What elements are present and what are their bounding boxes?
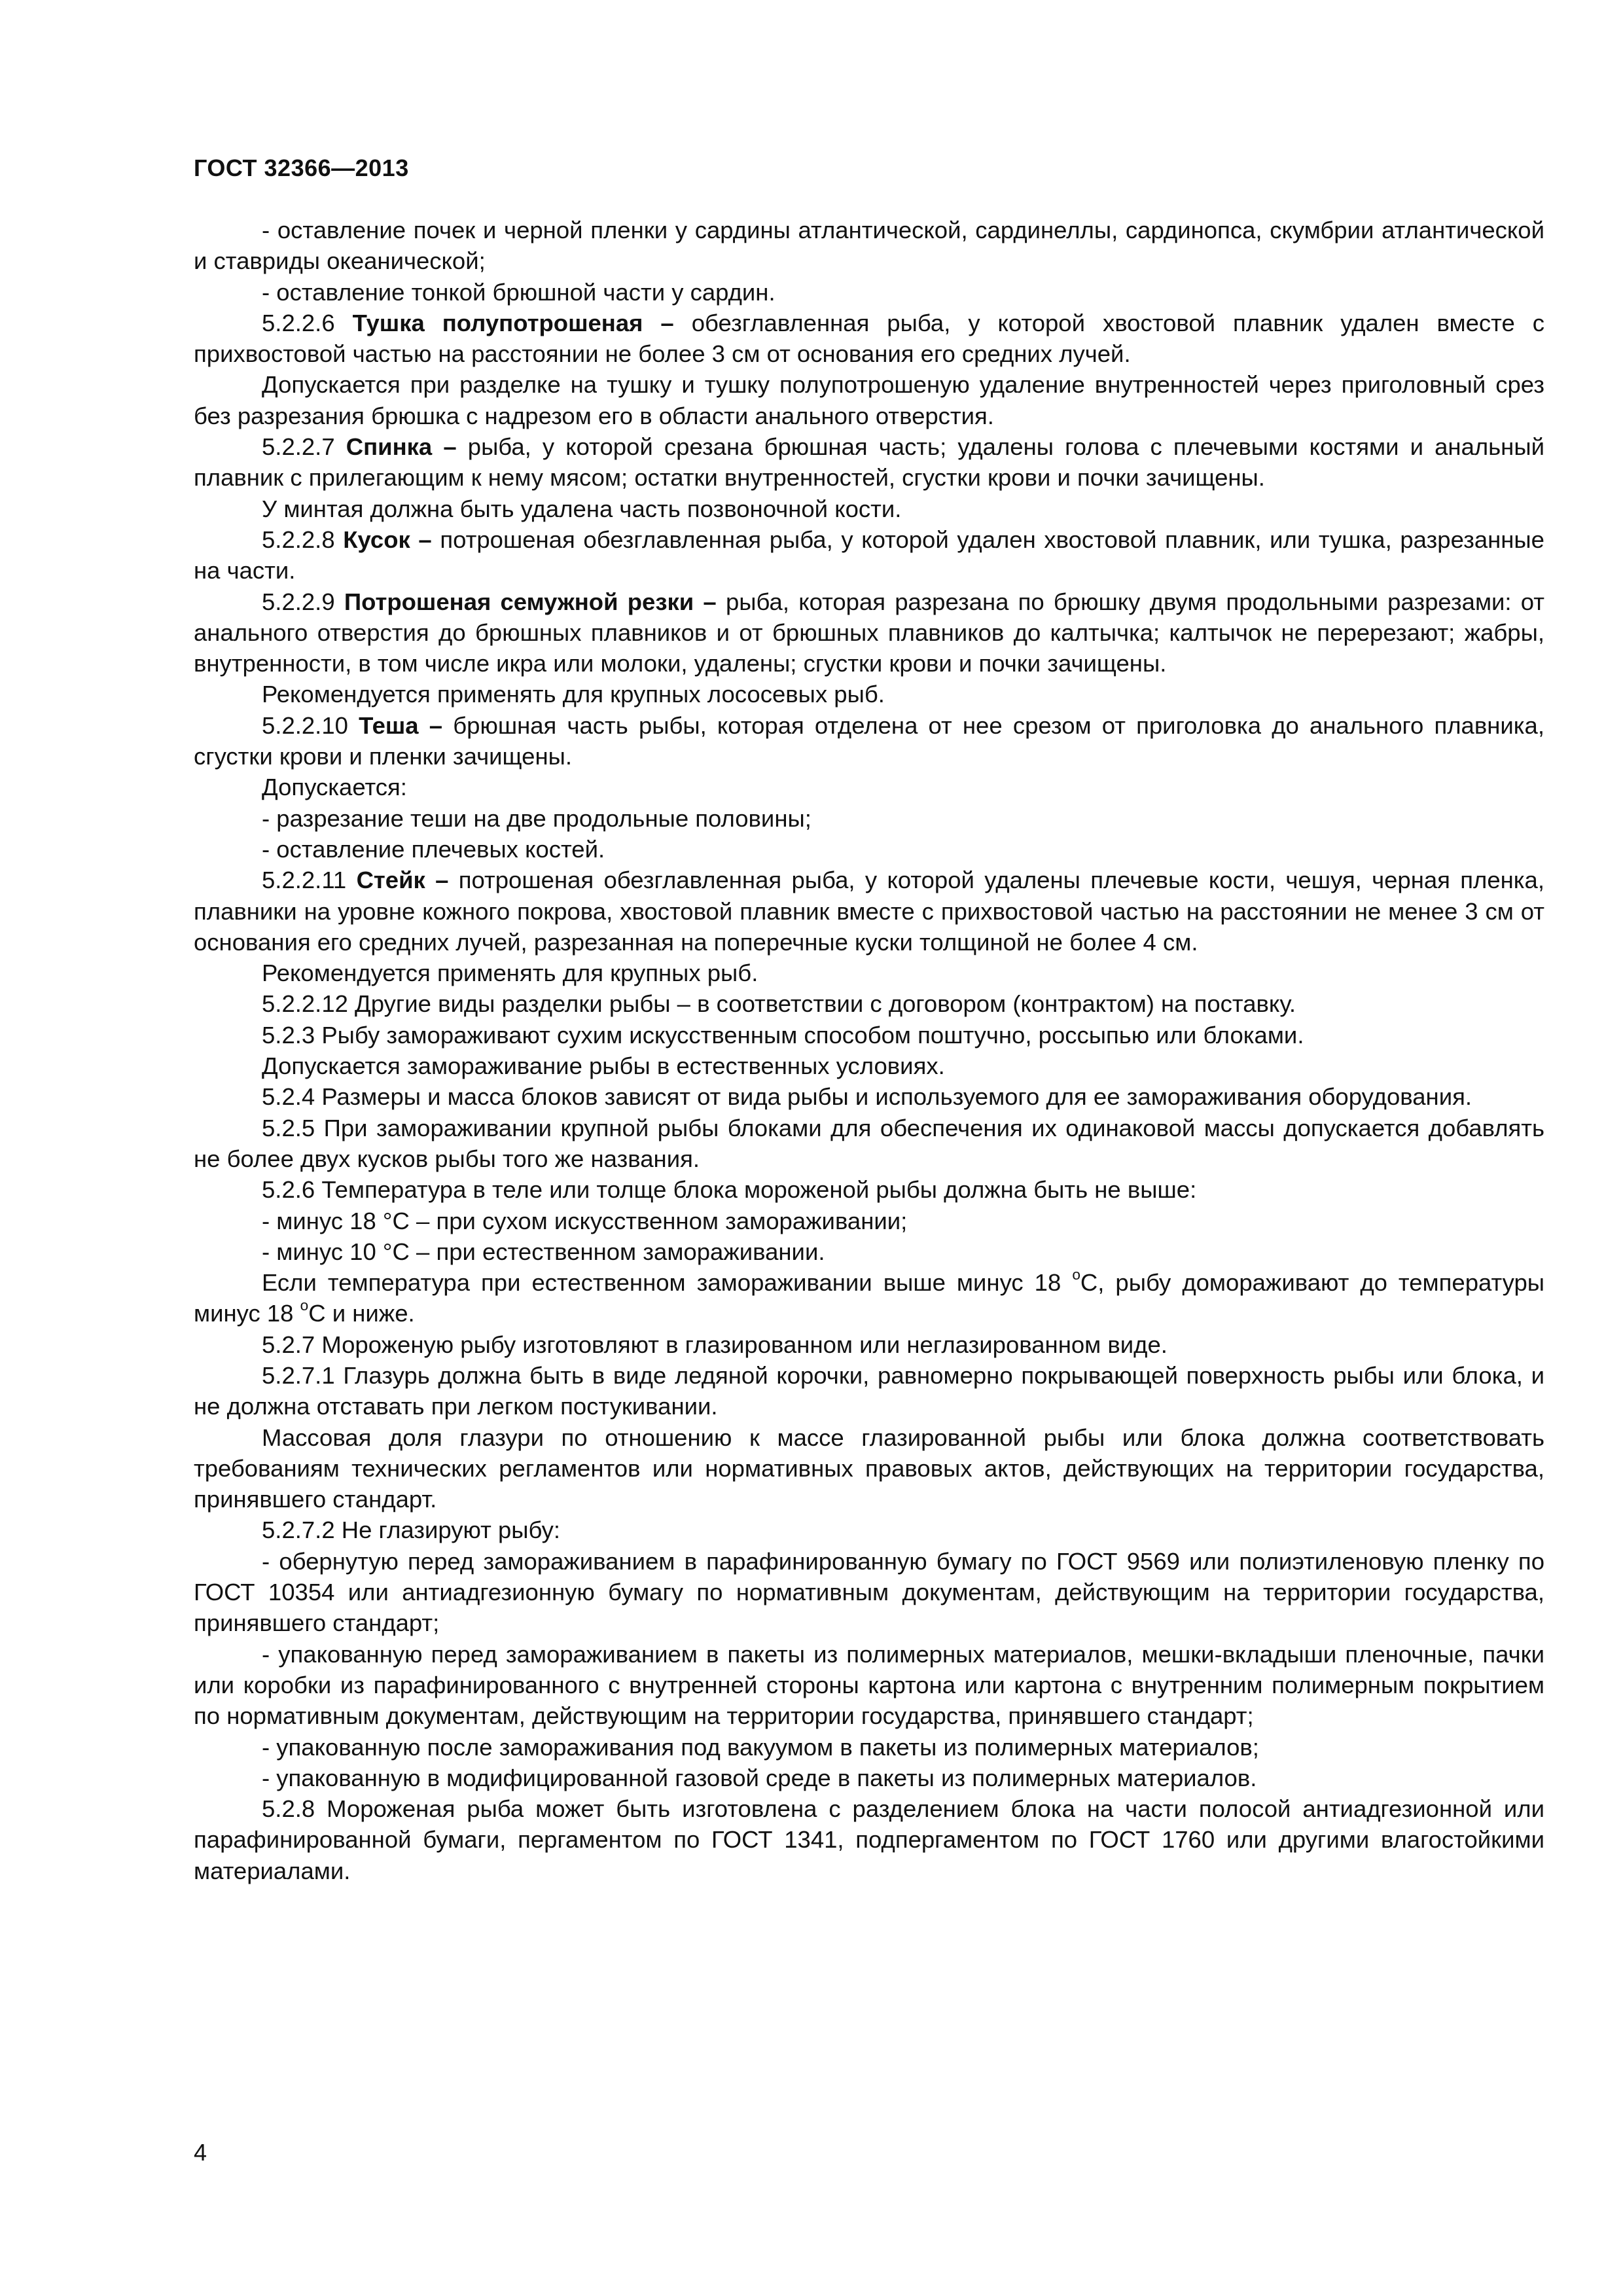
paragraph-text: - разрезание теши на две продольные половины; bbox=[262, 804, 812, 832]
paragraph-text: 5.2.8 Мороженая рыба может быть изготовлена с разделением блока на части полосой антиадгезионной или парафинированной бумаги, пергаментом по ГОСТ 1341, подпергаментом по ГОСТ 1760 или другими влагостойкими материалами. bbox=[194, 1795, 1544, 1884]
paragraph-text: 5.2.4 Размеры и масса блоков зависят от вида рыбы и используемого для ее замораживания оборудования. bbox=[262, 1083, 1472, 1111]
paragraph bbox=[194, 1050, 1544, 1081]
paragraph bbox=[194, 524, 1544, 586]
paragraph bbox=[194, 1639, 1544, 1732]
paragraph bbox=[194, 431, 1544, 493]
paragraph-text: У минтая должна быть удалена часть позвоночной кости. bbox=[262, 495, 902, 522]
paragraph-text: - оставление почек и черной пленки у сардины атлантической, сардинеллы, сардинопса, скумбрии атлантической и ставриды океанической; bbox=[194, 217, 1544, 275]
degree-symbol: o bbox=[300, 1297, 309, 1314]
term-definition: Спинка – bbox=[346, 433, 457, 461]
paragraph bbox=[194, 772, 1544, 802]
term-definition: Стейк – bbox=[356, 867, 449, 894]
paragraph-text: Допускается замораживание рыбы в естественных условиях. bbox=[262, 1052, 945, 1080]
paragraph-text: 5.2.7.1 Глазурь должна быть в виде ледяной корочки, равномерно покрывающей поверхность рыбы или блока, и не должна отставать при легком постукивании. bbox=[194, 1361, 1544, 1420]
clause-number: 5.2.2.8 bbox=[262, 526, 335, 553]
page-number: 4 bbox=[194, 2139, 207, 2166]
paragraph bbox=[194, 1113, 1544, 1175]
paragraph-text: 5.2.5 При замораживании крупной рыбы блоками для обеспечения их одинаковой массы допускается добавлять не более двух кусков рыбы того же названия. bbox=[194, 1114, 1544, 1172]
paragraph bbox=[194, 1174, 1544, 1205]
paragraph-text: С, рыбу домораживают до температуры минус 18 bbox=[194, 1269, 1544, 1327]
paragraph bbox=[194, 1236, 1544, 1267]
paragraph-text: - оставление тонкой брюшной части у сардин. bbox=[262, 278, 776, 306]
paragraph bbox=[194, 958, 1544, 988]
paragraph bbox=[194, 215, 1544, 277]
paragraph bbox=[194, 308, 1544, 370]
paragraph bbox=[194, 1732, 1544, 1763]
paragraph bbox=[194, 865, 1544, 958]
paragraph-text: потрошеная обезглавленная рыба, у которой удалены плечевые кости, чешуя, черная пленка, плавники на уровне кожного покрова, хвостовой плавник вместе с прихвостовой частью на расстоянии не менее 3 см от основания его средних лучей, разрезанная на поперечные куски толщиной не более 4 см. bbox=[194, 867, 1544, 956]
term-definition: Потрошеная семужной резки – bbox=[344, 588, 717, 615]
paragraph-text: - минус 18 °С – при сухом искусственном замораживании; bbox=[262, 1207, 908, 1234]
paragraph bbox=[194, 1422, 1544, 1515]
paragraph-text: 5.2.7.2 Не глазируют рыбу: bbox=[262, 1516, 560, 1544]
paragraph bbox=[194, 1793, 1544, 1886]
paragraph-text: 5.2.3 Рыбу замораживают сухим искусственным способом поштучно, россыпью или блоками. bbox=[262, 1021, 1304, 1049]
paragraph bbox=[194, 369, 1544, 431]
paragraph bbox=[194, 1546, 1544, 1639]
degree-symbol: o bbox=[1072, 1266, 1080, 1283]
paragraph-text: рыба, которая разрезана по брюшку двумя продольными разрезами: от анального отверстия до брюшных плавников и от брюшных плавников до калтычка; калтычок не перерезают; жабры, внутренности, в том числе икра или молоки, удалены; сгустки крови и почки зачищены. bbox=[194, 588, 1544, 677]
paragraph bbox=[194, 803, 1544, 834]
paragraph bbox=[194, 679, 1544, 709]
paragraph bbox=[194, 1267, 1544, 1329]
term-definition: Кусок – bbox=[343, 526, 432, 553]
paragraph-text: - упакованную после замораживания под вакуумом в пакеты из полимерных материалов; bbox=[262, 1733, 1259, 1761]
paragraph-text: 5.2.6 Температура в теле или толще блока мороженой рыбы должна быть не выше: bbox=[262, 1176, 1197, 1204]
paragraph-text: 5.2.2.12 Другие виды разделки рыбы – в соответствии с договором (контрактом) на поставку. bbox=[262, 990, 1296, 1018]
clause-number: 5.2.2.10 bbox=[262, 711, 348, 739]
paragraph bbox=[194, 710, 1544, 772]
clause-number: 5.2.2.7 bbox=[262, 433, 335, 461]
clause-number: 5.2.2.9 bbox=[262, 588, 335, 615]
paragraph bbox=[194, 988, 1544, 1019]
clause-number: 5.2.2.11 bbox=[262, 867, 347, 894]
paragraph bbox=[194, 1329, 1544, 1360]
paragraph bbox=[194, 277, 1544, 308]
paragraph bbox=[194, 1206, 1544, 1236]
paragraph bbox=[194, 1515, 1544, 1545]
paragraph-text: потрошеная обезглавленная рыба, у которой удален хвостовой плавник, или тушка, разрезанные на части. bbox=[194, 526, 1544, 584]
document-body bbox=[194, 215, 1544, 1886]
paragraph bbox=[194, 834, 1544, 865]
paragraph-text: Рекомендуется применять для крупных рыб. bbox=[262, 960, 758, 987]
paragraph bbox=[194, 493, 1544, 524]
paragraph-text: - оставление плечевых костей. bbox=[262, 835, 605, 863]
paragraph bbox=[194, 1763, 1544, 1793]
paragraph-text: рыба, у которой срезана брюшная часть; удалены голова с плечевыми костями и анальный плавник с прилегающим к нему мясом; остатки внутренностей, сгустки крови и почки зачищены. bbox=[194, 433, 1544, 492]
paragraph-text: Допускается: bbox=[262, 774, 407, 801]
paragraph-text: - минус 10 °С – при естественном замораживании. bbox=[262, 1238, 825, 1265]
paragraph-text: - упакованную перед замораживанием в пакеты из полимерных материалов, мешки-вкладыши пленочные, пачки или коробки из парафинированного с внутренней стороны картона или картона с внутренним полимерным покрытием по нормативным документам, действующим на территории государства, принявшего стандарт; bbox=[194, 1640, 1544, 1730]
document-header: ГОСТ 32366—2013 bbox=[194, 154, 409, 181]
paragraph-text: Допускается при разделке на тушку и тушку полупотрошеную удаление внутренностей через приголовный срез без разрезания брюшка с надрезом его в области анального отверстия. bbox=[194, 371, 1544, 429]
paragraph-text: 5.2.7 Мороженую рыбу изготовляют в глазированном или неглазированном виде. bbox=[262, 1331, 1168, 1358]
paragraph-text: Массовая доля глазури по отношению к массе глазированной рыбы или блока должна соответствовать требованиям технических регламентов или нормативных правовых актов, действующих на территории государства, принявшего стандарт. bbox=[194, 1424, 1544, 1513]
paragraph-text: Если температура при естественном замораживании выше минус 18 bbox=[262, 1269, 1061, 1297]
term-definition: Теша – bbox=[359, 711, 443, 739]
term-definition: Тушка полупотрошеная – bbox=[352, 309, 674, 336]
paragraph-text: С и ниже. bbox=[308, 1300, 415, 1327]
paragraph bbox=[194, 586, 1544, 679]
paragraph-text: обезглавленная рыба, у которой хвостовой плавник удален вместе с прихвостовой частью на расстоянии не более 3 см от основания его средних лучей. bbox=[194, 309, 1544, 368]
paragraph-text: брюшная часть рыбы, которая отделена от нее срезом от приголовка до анального плавника, сгустки крови и пленки зачищены. bbox=[194, 711, 1544, 770]
paragraph-text: Рекомендуется применять для крупных лососевых рыб. bbox=[262, 681, 885, 708]
clause-number: 5.2.2.6 bbox=[262, 309, 335, 336]
paragraph-text: - обернутую перед замораживанием в парафинированную бумагу по ГОСТ 9569 или полиэтиленовую пленку по ГОСТ 10354 или антиадгезионную бумагу по нормативным документам, действующим на территории государства, принявшего стандарт; bbox=[194, 1547, 1544, 1637]
paragraph bbox=[194, 1360, 1544, 1422]
paragraph bbox=[194, 1020, 1544, 1050]
paragraph-text: - упакованную в модифицированной газовой среде в пакеты из полимерных материалов. bbox=[262, 1764, 1257, 1791]
paragraph bbox=[194, 1081, 1544, 1112]
